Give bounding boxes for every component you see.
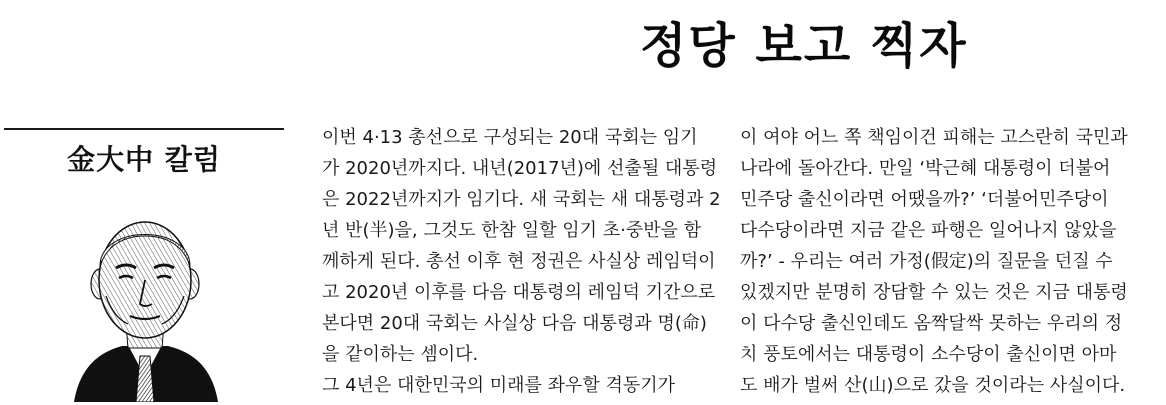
article-line: 있겠지만 분명히 장담할 수 있는 것은 지금 대통령 xyxy=(740,282,1128,303)
article-line: 년 반(半)을, 그것도 한참 일할 임기 초·중반을 함 xyxy=(322,220,702,241)
article-line: 가 2020년까지다. 내년(2017년)에 선출될 대통령 xyxy=(322,158,718,179)
columnist-portrait-icon xyxy=(70,206,220,402)
article-column-1 xyxy=(322,122,730,401)
column-header-rule xyxy=(4,128,284,130)
article-line: 은 2022년까지가 임기다. 새 국회는 새 대통령과 2 xyxy=(322,189,721,210)
article-line: 치 풍토에서는 대통령이 소수당이 출신이면 아마 xyxy=(740,344,1117,365)
article-line: 이번 4·13 총선으로 구성되는 20대 국회는 임기 xyxy=(322,127,698,148)
article-line: 이 다수당 출신인데도 옴짝달싹 못하는 우리의 정 xyxy=(740,313,1123,334)
article-line: 을 같이하는 셈이다. xyxy=(322,344,479,365)
article-line: 까?’ - 우리는 여러 가정(假定)의 질문을 던질 수 xyxy=(740,251,1113,272)
article-line: 본다면 20대 국회는 사실상 다음 대통령과 명(命) xyxy=(322,313,707,334)
article-line: 이 여야 어느 쪽 책임이건 피해는 고스란히 국민과 xyxy=(740,127,1128,148)
article-line: 민주당 출신이라면 어땠을까?’ ‘더불어민주당이 xyxy=(740,189,1109,210)
article-line: 나라에 돌아간다. 만일 ‘박근혜 대통령이 더불어 xyxy=(740,158,1111,179)
article-line: 께하게 된다. 총선 이후 현 정권은 사실상 레임덕이 xyxy=(322,251,716,272)
article-line: 도 배가 벌써 산(山)으로 갔을 것이라는 사실이다. xyxy=(740,375,1126,396)
column-title: 金大中 칼럼 xyxy=(67,143,221,176)
article-column-2 xyxy=(740,122,1158,401)
article-line: 고 2020년 이후를 다음 대통령의 레임덕 기간으로 xyxy=(322,282,716,303)
article-line: 다수당이라면 지금 같은 파행은 일어나지 않았을 xyxy=(740,220,1117,241)
headline: 정당 보고 찍자 xyxy=(640,18,968,74)
article-line: 그 4년은 대한민국의 미래를 좌우할 격동기가 xyxy=(322,375,676,396)
